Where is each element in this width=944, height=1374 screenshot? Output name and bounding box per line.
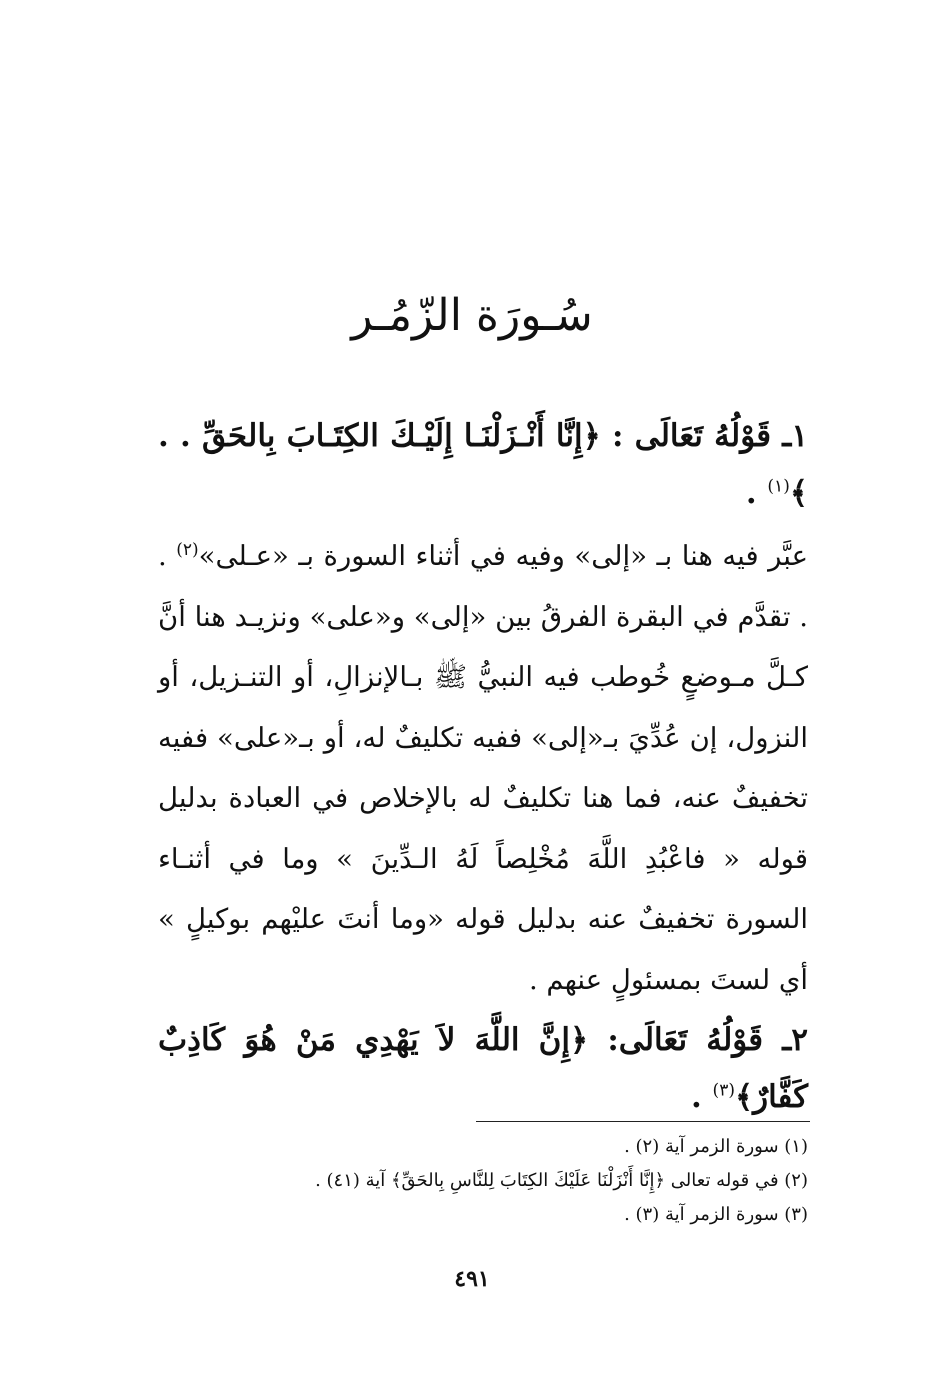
verse-1 [158,408,808,522]
surah-title: سُـورَة الزّمُـر [351,290,593,341]
footnote-divider [476,1121,810,1122]
commentary-part-1: عبَّر فيه هنا بـ «إلى» وفيه في أثناء السورة بـ «عـلى» [198,540,808,572]
footnote-3: (٣) سورة الزمر آية (٣) . [624,1204,808,1225]
footnote-ref-1: (١) [767,476,790,497]
commentary-part-2: . . تقدَّم في البقرة الفرقُ بين «إلى» و«على» ونزيـد هنا أنَّ كـلَّ مـوضعٍ خُوطب فيه النبيُّ ﷺ بـالإنزالِ، أو التنـزيل، أو النزول، إن عُدِّيَ بـ«إلى» ففيه تكليفٌ له، أو بـ«على» ففيه تخفيفٌ عنه، فما هنا تكليفٌ له بالإخلاص في العبادة بدليل قوله « فاعْبُدِ اللَّهَ مُخْلِصاً لَهُ الـدِّينَ » وما في أثنـاء السورة تخفيفٌ عنه بدليل قوله «وما أنتَ عليْهم بوكيلٍ » أي لستَ بمسئولٍ عنهم . [158,540,808,996]
commentary-paragraph [158,526,808,1010]
footnote-2: (٢) في قوله تعالى ﴿إِنَّا أَنْزَلْنَا عَلَيْكَ الكِتَابَ لِلنَّاسِ بِالحَقِّ﴾ آية (٤١) . [315,1170,808,1191]
footnotes [158,1130,808,1232]
verse-2-end: . [690,1079,713,1115]
verse-1-end: . [745,475,768,511]
main-text [158,408,808,1126]
page-number: ٤٩١ [454,1266,490,1292]
verse-2-text: ٢ـ قَوْلُهُ تَعَالَى: ﴿إِنَّ اللَّهَ لاَ يَهْدِي مَنْ هُوَ كَاذِبٌ كَفَّارٌ﴾ [158,1022,808,1115]
verse-1-text: ١ـ قَوْلُهُ تَعَالَى : ﴿إِنَّا أَنْـزَلْنَـا إِلَيْـكَ الكِتَـابَ بِالحَقِّ . . ﴾ [158,418,808,511]
footnote-1: (١) سورة الزمر آية (٢) . [624,1136,808,1157]
footnote-ref-3: (٣) [712,1080,735,1101]
verse-2 [158,1012,808,1126]
footnote-ref-2: (٢) [176,539,199,560]
